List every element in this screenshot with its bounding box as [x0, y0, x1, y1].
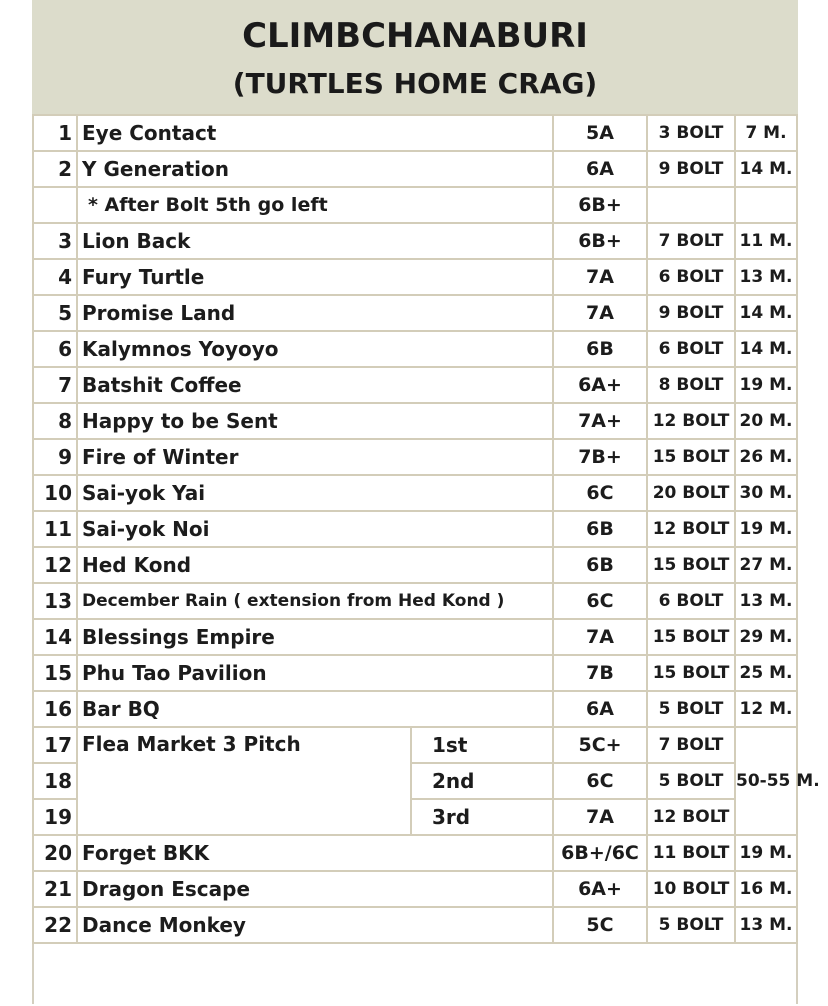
table-row: [33, 439, 797, 475]
route-bolts: 9 BOLT: [647, 295, 735, 331]
route-length: 30 M.: [735, 475, 797, 511]
route-length: 27 M.: [735, 547, 797, 583]
table-row: [33, 907, 797, 943]
route-length: 14 M.: [735, 151, 797, 187]
route-bolts: 8 BOLT: [647, 367, 735, 403]
route-number: 14: [33, 619, 77, 655]
route-length: 13 M.: [735, 907, 797, 943]
route-length: 25 M.: [735, 655, 797, 691]
route-name: Blessings Empire: [77, 619, 553, 655]
table-row: [33, 835, 797, 871]
route-length: 14 M.: [735, 295, 797, 331]
table-row: [33, 259, 797, 295]
table-row: [33, 151, 797, 187]
route-number: 7: [33, 367, 77, 403]
route-name: * After Bolt 5th go left: [77, 187, 553, 223]
route-number: 8: [33, 403, 77, 439]
table-row: [33, 403, 797, 439]
table-row: [33, 619, 797, 655]
route-bolts: 7 BOLT: [647, 223, 735, 259]
route-name: Phu Tao Pavilion: [77, 655, 553, 691]
header-banner: [32, 0, 798, 114]
route-number: 1: [33, 115, 77, 151]
route-grade: 6A+: [553, 871, 647, 907]
route-bolts: 5 BOLT: [647, 691, 735, 727]
route-name: Forget BKK: [77, 835, 553, 871]
route-length: 29 M.: [735, 619, 797, 655]
crag-title: CLIMBCHANABURI: [242, 16, 588, 56]
route-grade: 7A+: [553, 403, 647, 439]
route-number: 17: [33, 727, 77, 763]
table-row: [33, 547, 797, 583]
route-name: Fury Turtle: [77, 259, 553, 295]
table-row: [33, 367, 797, 403]
route-number: 19: [33, 799, 77, 835]
route-name: Flea Market 3 Pitch: [77, 727, 411, 835]
route-length: [735, 187, 797, 223]
route-name: Happy to be Sent: [77, 403, 553, 439]
route-grade: 5A: [553, 115, 647, 151]
route-bolts: 5 BOLT: [647, 763, 735, 799]
table-row: [33, 295, 797, 331]
route-length: 11 M.: [735, 223, 797, 259]
route-grade: 6B+/6C: [553, 835, 647, 871]
route-length: 26 M.: [735, 439, 797, 475]
route-bolts: 12 BOLT: [647, 799, 735, 835]
route-name: Kalymnos Yoyoyo: [77, 331, 553, 367]
table-row: [33, 511, 797, 547]
route-name: Batshit Coffee: [77, 367, 553, 403]
route-length: 19 M.: [735, 835, 797, 871]
route-bolts: 10 BOLT: [647, 871, 735, 907]
route-number: 18: [33, 763, 77, 799]
route-bolts: 5 BOLT: [647, 907, 735, 943]
route-grade: 7B: [553, 655, 647, 691]
route-length: 19 M.: [735, 511, 797, 547]
table-row: [33, 691, 797, 727]
route-number: 10: [33, 475, 77, 511]
table-row: [33, 655, 797, 691]
route-length: 12 M.: [735, 691, 797, 727]
route-bolts: 15 BOLT: [647, 619, 735, 655]
route-bolts: 20 BOLT: [647, 475, 735, 511]
route-bolts: 15 BOLT: [647, 439, 735, 475]
pitch-label: 3rd: [411, 799, 553, 835]
route-grade: 6B+: [553, 223, 647, 259]
route-name: Y Generation: [77, 151, 553, 187]
route-number: 21: [33, 871, 77, 907]
route-grade: 7A: [553, 295, 647, 331]
route-number: 9: [33, 439, 77, 475]
table-row: [33, 115, 797, 151]
route-name: Eye Contact: [77, 115, 553, 151]
route-grade: 6B: [553, 547, 647, 583]
route-length: 16 M.: [735, 871, 797, 907]
route-name: Hed Kond: [77, 547, 553, 583]
route-grade: 7A: [553, 799, 647, 835]
route-grade: 6B: [553, 331, 647, 367]
table-row: [33, 583, 797, 619]
route-grade: 7A: [553, 259, 647, 295]
route-bolts: 3 BOLT: [647, 115, 735, 151]
route-grade: 6A: [553, 151, 647, 187]
route-grade: 5C+: [553, 727, 647, 763]
table-row: [33, 187, 797, 223]
route-bolts: 12 BOLT: [647, 403, 735, 439]
route-bolts: 11 BOLT: [647, 835, 735, 871]
route-number: 6: [33, 331, 77, 367]
route-number: 13: [33, 583, 77, 619]
route-length: 7 M.: [735, 115, 797, 151]
route-number: 4: [33, 259, 77, 295]
route-length: 19 M.: [735, 367, 797, 403]
route-bolts: 6 BOLT: [647, 259, 735, 295]
route-grade: 6B+: [553, 187, 647, 223]
route-name: Lion Back: [77, 223, 553, 259]
route-number: 15: [33, 655, 77, 691]
routes-table: [32, 114, 820, 944]
route-bolts: 9 BOLT: [647, 151, 735, 187]
route-number: 16: [33, 691, 77, 727]
route-number: 2: [33, 151, 77, 187]
route-name: Dragon Escape: [77, 871, 553, 907]
route-grade: 6C: [553, 475, 647, 511]
route-name: Fire of Winter: [77, 439, 553, 475]
route-name: December Rain ( extension from Hed Kond ): [77, 583, 553, 619]
route-bolts: [647, 187, 735, 223]
table-row: [33, 871, 797, 907]
route-name: Sai-yok Noi: [77, 511, 553, 547]
route-name: Promise Land: [77, 295, 553, 331]
table-row: [33, 475, 797, 511]
table-row: [33, 727, 797, 763]
route-number: 3: [33, 223, 77, 259]
route-number: 20: [33, 835, 77, 871]
route-number: 22: [33, 907, 77, 943]
routes-table-body: [33, 115, 820, 943]
route-bolts: 15 BOLT: [647, 547, 735, 583]
route-grade: 6A: [553, 691, 647, 727]
route-grade: 6A+: [553, 367, 647, 403]
route-bolts: 7 BOLT: [647, 727, 735, 763]
route-bolts: 6 BOLT: [647, 583, 735, 619]
route-length: 20 M.: [735, 403, 797, 439]
pitch-label: 1st: [411, 727, 553, 763]
route-name: Sai-yok Yai: [77, 475, 553, 511]
pitch-label: 2nd: [411, 763, 553, 799]
route-grade: 7B+: [553, 439, 647, 475]
crag-subtitle: (TURTLES HOME CRAG): [232, 67, 598, 100]
route-length: 13 M.: [735, 583, 797, 619]
table-row: [33, 331, 797, 367]
route-bolts: 6 BOLT: [647, 331, 735, 367]
route-length: 50-55 M.: [735, 727, 797, 835]
route-grade: 6C: [553, 583, 647, 619]
route-number: 5: [33, 295, 77, 331]
route-bolts: 15 BOLT: [647, 655, 735, 691]
route-grade: 6C: [553, 763, 647, 799]
route-name: Bar BQ: [77, 691, 553, 727]
route-number: [33, 187, 77, 223]
route-grade: 5C: [553, 907, 647, 943]
route-grade: 7A: [553, 619, 647, 655]
route-number: 11: [33, 511, 77, 547]
route-bolts: 12 BOLT: [647, 511, 735, 547]
route-name: Dance Monkey: [77, 907, 553, 943]
route-length: 14 M.: [735, 331, 797, 367]
route-number: 12: [33, 547, 77, 583]
route-length: 13 M.: [735, 259, 797, 295]
route-grade: 6B: [553, 511, 647, 547]
table-row: [33, 223, 797, 259]
